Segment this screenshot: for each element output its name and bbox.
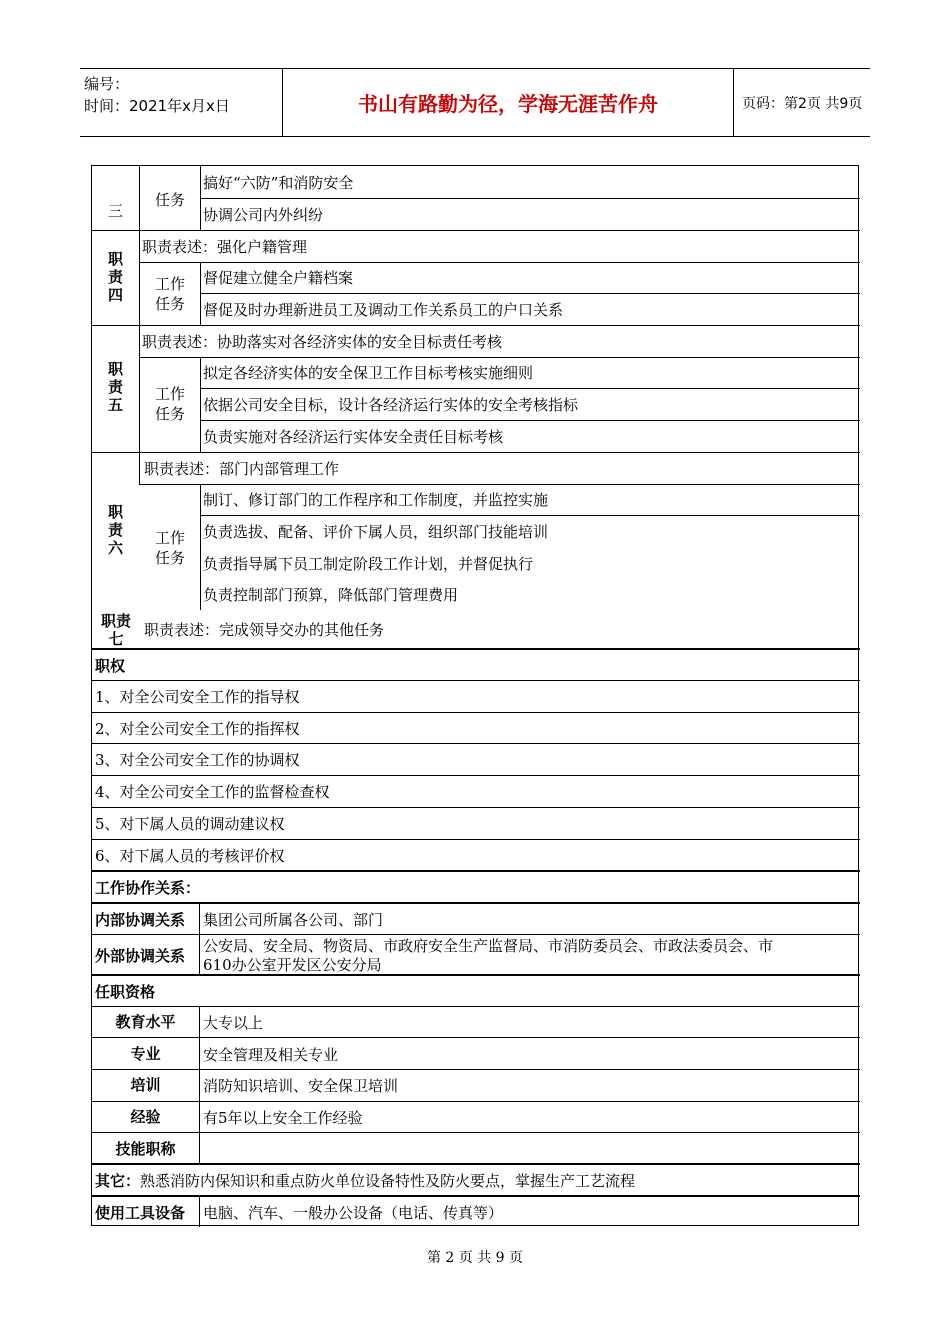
- authority-item-4: 4、对全公司安全工作的监督检查权: [95, 783, 330, 801]
- duty6-desc: 职责表述：部门内部管理工作: [144, 460, 340, 478]
- duty6-label: 职责六: [107, 503, 123, 557]
- document-header: [80, 68, 870, 137]
- authority-item-6: 6、对下属人员的考核评价权: [95, 847, 285, 865]
- header-motto: 书山有路勤为径，学海无涯苦作舟: [282, 69, 734, 136]
- authority-item-3: 3、对全公司安全工作的协调权: [95, 751, 300, 769]
- duty6-task-3: 负责指导属下员工制定阶段工作计划，并督促执行: [203, 555, 534, 573]
- duty3-task-1: 搞好“六防”和消防安全: [203, 174, 354, 192]
- duty4-task-1: 督促建立健全户籍档案: [203, 269, 354, 287]
- header-page-info: 页码：第2页 共9页: [742, 95, 863, 112]
- tools-label: 使用工具设备: [95, 1204, 186, 1222]
- duty7-desc: 职责表述：完成领导交办的其他任务: [144, 621, 385, 639]
- qualification-label-experience: 经验: [130, 1108, 161, 1126]
- header-meta: [84, 73, 280, 117]
- internal-relations-value: 集团公司所属各公司、部门: [203, 911, 384, 929]
- duty6-task-2: 负责选拔、配备、评价下属人员，组织部门技能培训: [203, 523, 549, 541]
- duty3-task-label: 任务: [154, 191, 185, 209]
- qualification-label-title: 技能职称: [115, 1140, 176, 1158]
- duty6-task-4: 负责控制部门预算，降低部门管理费用: [203, 586, 459, 604]
- qualification-title: 任职资格: [95, 983, 156, 1001]
- external-relations-line2: 610办公室开发区公安分局: [203, 956, 382, 974]
- other-label: 其它：: [95, 1172, 141, 1190]
- internal-relations-label: 内部协调关系: [95, 911, 186, 929]
- duty5-desc: 职责表述：协助落实对各经济实体的安全目标责任考核: [142, 333, 503, 351]
- authority-title: 职权: [95, 657, 126, 675]
- duty4-task-label: 工作任务: [154, 275, 185, 313]
- external-relations-label: 外部协调关系: [95, 947, 186, 965]
- tools-value: 电脑、汽车、一般办公设备（电话、传真等）: [203, 1204, 504, 1222]
- qualification-label-major: 专业: [130, 1045, 161, 1063]
- qualification-value-training: 消防知识培训、安全保卫培训: [203, 1077, 399, 1095]
- date-label: 时间：2021年x月x日: [84, 97, 230, 115]
- authority-item-5: 5、对下属人员的调动建议权: [95, 815, 285, 833]
- other-value: 熟悉消防内保知识和重点防火单位设备特性及防火要点，掌握生产工艺流程: [140, 1172, 636, 1190]
- duty4-label: 职责四: [107, 250, 123, 304]
- duty6-task-1: 制订、修订部门的工作程序和工作制度，并监控实施: [203, 491, 549, 509]
- qualification-value-experience: 有5年以上安全工作经验: [203, 1109, 363, 1127]
- relations-title: 工作协作关系：: [95, 879, 201, 897]
- duty4-desc: 职责表述：强化户籍管理: [142, 238, 308, 256]
- qualification-value-education: 大专以上: [203, 1014, 264, 1032]
- duty3-task-2: 协调公司内外纠纷: [203, 206, 324, 224]
- duty4-task-2: 督促及时办理新进员工及调动工作关系员工的户口关系: [203, 301, 564, 319]
- other-row: [95, 1172, 635, 1190]
- job-description-table: [91, 165, 859, 1226]
- duty5-task-3: 负责实施对各经济运行实体安全责任目标考核: [203, 428, 504, 446]
- authority-item-2: 2、对全公司安全工作的指挥权: [95, 720, 300, 738]
- qualification-label-training: 培训: [130, 1076, 161, 1094]
- qualification-label-education: 教育水平: [115, 1013, 176, 1031]
- duty7-label: 职责七: [100, 612, 131, 648]
- duty5-label: 职责五: [107, 360, 123, 414]
- duty5-task-label: 工作任务: [154, 385, 185, 423]
- duty5-task-1: 拟定各经济实体的安全保卫工作目标考核实施细则: [203, 364, 534, 382]
- duty5-task-2: 依据公司安全目标，设计各经济运行实体的安全考核指标: [203, 396, 579, 414]
- authority-item-1: 1、对全公司安全工作的指导权: [95, 688, 300, 706]
- page-footer: 第 2 页 共 9 页: [426, 1250, 524, 1266]
- duty6-task-label: 工作任务: [154, 529, 185, 567]
- external-relations-line1: 公安局、安全局、物资局、市政府安全生产监督局、市消防委员会、市政法委员会、市: [203, 937, 774, 955]
- duty3-number: 三: [107, 202, 123, 220]
- number-label: 编号：: [84, 75, 130, 93]
- qualification-value-major: 安全管理及相关专业: [203, 1046, 339, 1064]
